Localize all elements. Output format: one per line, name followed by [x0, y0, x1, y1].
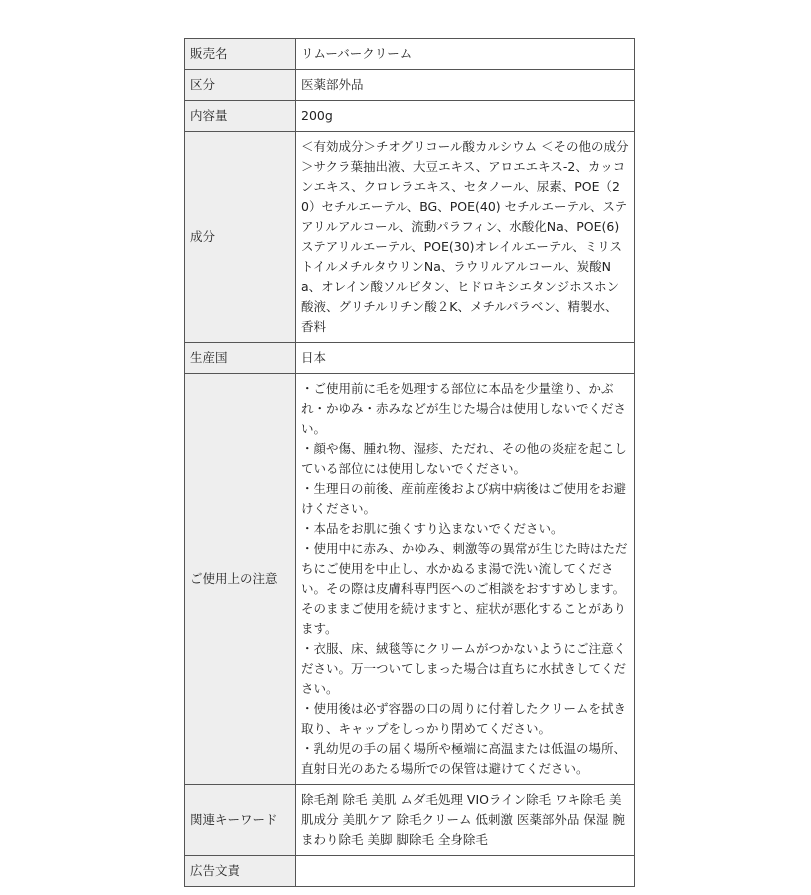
spec-value-cautions — [296, 374, 635, 785]
caution-item: ・使用中に赤み、かゆみ、刺激等の異常が生じた時はただちにご使用を中止し、水かぬるま湯で洗い流してください。その際は皮膚科専門医へのご相談をおすすめします。そのままご使用を続けますと、症状が悪化することがあります。 — [301, 541, 628, 636]
spec-value — [296, 856, 635, 887]
spec-value: 200g — [296, 101, 635, 132]
spec-label: 関連キーワード — [185, 785, 296, 856]
spec-row-volume — [185, 101, 635, 132]
spec-value: ＜有効成分＞チオグリコール酸カルシウム ＜その他の成分＞サクラ葉抽出液、大豆エキス、アロエエキス-2、カッコンエキス、クロレラエキス、セタノール、尿素、POE（20）セチルエーテル、BG、POE(40) セチルエーテル、ステアリルアルコール、流動パラフィン、水酸化Na、POE(6)ステアリルエーテル、POE(30)オレイルエーテル、ミリストイルメチルタウリンNa、ラウリルアルコール、炭酸Na、オレイン酸ソルビタン、ヒドロキシエタンジホスホン酸液、グリチルリチン酸２K、メチルパラベン、精製水、香料 — [296, 132, 635, 343]
caution-item: ・本品をお肌に強くすり込まないでください。 — [301, 521, 564, 536]
spec-row-cautions — [185, 374, 635, 785]
spec-label: 区分 — [185, 70, 296, 101]
caution-item: ・顔や傷、腫れ物、湿疹、ただれ、その他の炎症を起こしている部位には使用しないでください。 — [301, 441, 627, 476]
spec-label: 販売名 — [185, 39, 296, 70]
spec-row-keywords — [185, 785, 635, 856]
spec-value: リムーバークリーム — [296, 39, 635, 70]
spec-value: 日本 — [296, 343, 635, 374]
spec-row-ingredients — [185, 132, 635, 343]
caution-item: ・生理日の前後、産前産後および病中病後はご使用をお避けください。 — [301, 481, 627, 516]
caution-item: ・ご使用前に毛を処理する部位に本品を少量塗り、かぶれ・かゆみ・赤みなどが生じた場合は使用しないでください。 — [301, 381, 627, 436]
spec-value: 医薬部外品 — [296, 70, 635, 101]
spec-row-country — [185, 343, 635, 374]
spec-label: 広告文責 — [185, 856, 296, 887]
spec-label: ご使用上の注意 — [185, 374, 296, 785]
spec-value: 除毛剤 除毛 美肌 ムダ毛処理 VIOライン除毛 ワキ除毛 美肌成分 美肌ケア 除毛クリーム 低刺激 医薬部外品 保湿 腕まわり除毛 美脚 脚除毛 全身除毛 — [296, 785, 635, 856]
spec-row-ad-responsibility — [185, 856, 635, 887]
caution-item: ・乳幼児の手の届く場所や極端に高温または低温の場所、直射日光のあたる場所での保管は避けてください。 — [301, 741, 627, 776]
product-spec-table — [184, 38, 635, 887]
spec-label: 成分 — [185, 132, 296, 343]
spec-label: 内容量 — [185, 101, 296, 132]
spec-label: 生産国 — [185, 343, 296, 374]
caution-item: ・使用後は必ず容器の口の周りに付着したクリームを拭き取り、キャップをしっかり閉めてください。 — [301, 701, 627, 736]
spec-row-category — [185, 70, 635, 101]
spec-row-product-name — [185, 39, 635, 70]
caution-item: ・衣服、床、絨毯等にクリームがつかないようにご注意ください。万一ついてしまった場合は直ちに水拭きしてください。 — [301, 641, 627, 696]
